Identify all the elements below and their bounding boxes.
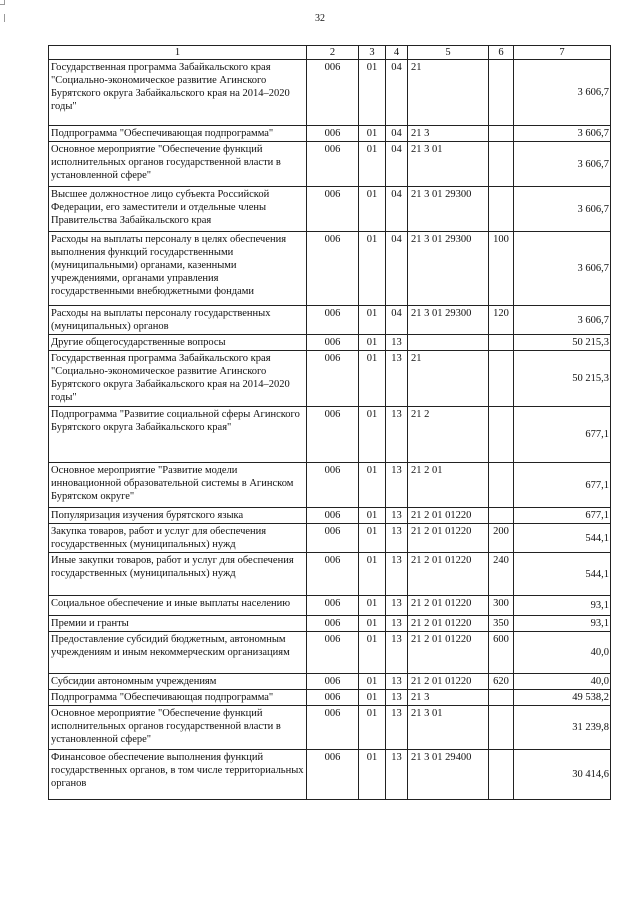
row-admin-code: 006: [307, 596, 359, 616]
row-expense-type-code: 620: [489, 674, 514, 690]
row-subsection-code: 13: [386, 674, 408, 690]
row-expense-type-code: [489, 60, 514, 126]
row-name: Расходы на выплаты персоналу государственных (муниципальных) органов: [49, 306, 307, 335]
table-row: [49, 126, 611, 142]
row-admin-code: 006: [307, 463, 359, 508]
row-subsection-code: 04: [386, 126, 408, 142]
row-section-code: 01: [359, 463, 386, 508]
row-section-code: 01: [359, 407, 386, 463]
row-subsection-code: 13: [386, 632, 408, 674]
row-name: Основное мероприятие "Обеспечение функций исполнительных органов государственной власти в установленной сфере": [49, 706, 307, 750]
row-subsection-code: 04: [386, 142, 408, 187]
table-row: [49, 596, 611, 616]
row-section-code: 01: [359, 524, 386, 553]
page-number: 32: [315, 13, 325, 24]
row-section-code: 01: [359, 674, 386, 690]
row-amount: 30 414,6: [514, 750, 611, 800]
row-subsection-code: 13: [386, 616, 408, 632]
header-cell: 6: [489, 46, 514, 60]
row-target-code: 21 2 01 01220: [408, 524, 489, 553]
row-expense-type-code: [489, 463, 514, 508]
header-cell: 2: [307, 46, 359, 60]
row-amount: 93,1: [514, 596, 611, 616]
row-target-code: 21 2 01 01220: [408, 553, 489, 596]
row-section-code: 01: [359, 616, 386, 632]
row-section-code: 01: [359, 351, 386, 407]
table-row: [49, 351, 611, 407]
row-admin-code: 006: [307, 674, 359, 690]
row-target-code: 21 2: [408, 407, 489, 463]
row-amount: 544,1: [514, 553, 611, 596]
row-amount: 3 606,7: [514, 306, 611, 335]
row-target-code: 21 3 01 29300: [408, 232, 489, 306]
table-row: [49, 463, 611, 508]
row-amount: 544,1: [514, 524, 611, 553]
row-name: Государственная программа Забайкальского края "Социально-экономическое развитие Агинского Бурятского округа Забайкальского края на 2014–2020 годы": [49, 351, 307, 407]
table-row: [49, 232, 611, 306]
row-expense-type-code: [489, 690, 514, 706]
table-row: [49, 60, 611, 126]
table-row: [49, 524, 611, 553]
row-name: Другие общегосударственные вопросы: [49, 335, 307, 351]
row-admin-code: 006: [307, 616, 359, 632]
row-target-code: 21 3 01: [408, 706, 489, 750]
row-admin-code: 006: [307, 632, 359, 674]
row-admin-code: 006: [307, 508, 359, 524]
row-expense-type-code: [489, 706, 514, 750]
crop-mark: [0, 0, 5, 5]
row-admin-code: 006: [307, 335, 359, 351]
table-row: [49, 142, 611, 187]
row-expense-type-code: 300: [489, 596, 514, 616]
row-section-code: 01: [359, 142, 386, 187]
row-expense-type-code: [489, 142, 514, 187]
row-admin-code: 006: [307, 187, 359, 232]
row-name: Основное мероприятие "Обеспечение функций исполнительных органов государственной власти в установленной сфере": [49, 142, 307, 187]
row-subsection-code: 13: [386, 508, 408, 524]
row-name: Социальное обеспечение и иные выплаты населению: [49, 596, 307, 616]
row-target-code: 21: [408, 351, 489, 407]
row-section-code: 01: [359, 306, 386, 335]
header-cell: 5: [408, 46, 489, 60]
row-expense-type-code: [489, 508, 514, 524]
row-subsection-code: 13: [386, 553, 408, 596]
row-admin-code: 006: [307, 126, 359, 142]
row-admin-code: 006: [307, 306, 359, 335]
row-section-code: 01: [359, 596, 386, 616]
row-name: Подпрограмма "Развитие социальной сферы Агинского Бурятского округа Забайкальского края": [49, 407, 307, 463]
table-row: [49, 407, 611, 463]
row-section-code: 01: [359, 690, 386, 706]
row-section-code: 01: [359, 232, 386, 306]
row-expense-type-code: 100: [489, 232, 514, 306]
row-target-code: 21: [408, 60, 489, 126]
row-section-code: 01: [359, 632, 386, 674]
header-cell: 1: [49, 46, 307, 60]
row-name: Основное мероприятие "Развитие модели инновационной образовательной системы в Агинском Бурятском округе": [49, 463, 307, 508]
row-name: Субсидии автономным учреждениям: [49, 674, 307, 690]
row-amount: 3 606,7: [514, 232, 611, 306]
row-expense-type-code: [489, 126, 514, 142]
row-target-code: 21 3 01 29300: [408, 306, 489, 335]
budget-table: [48, 45, 611, 800]
row-name: Государственная программа Забайкальского края "Социально-экономическое развитие Агинского Бурятского округа Забайкальского края на 2014–2020 годы": [49, 60, 307, 126]
row-name: Высшее должностное лицо субъекта Российской Федерации, его заместители и отдельные члены Правительства Забайкальского края: [49, 187, 307, 232]
row-name: Предоставление субсидий бюджетным, автономным учреждениям и иным некоммерческим организациям: [49, 632, 307, 674]
header-row: [49, 46, 611, 60]
row-amount: 31 239,8: [514, 706, 611, 750]
row-target-code: 21 2 01 01220: [408, 674, 489, 690]
row-name: Подпрограмма "Обеспечивающая подпрограмма": [49, 126, 307, 142]
row-amount: 40,0: [514, 674, 611, 690]
row-expense-type-code: [489, 335, 514, 351]
row-admin-code: 006: [307, 407, 359, 463]
row-section-code: 01: [359, 553, 386, 596]
row-amount: 3 606,7: [514, 126, 611, 142]
row-target-code: [408, 335, 489, 351]
row-section-code: 01: [359, 126, 386, 142]
row-admin-code: 006: [307, 351, 359, 407]
row-section-code: 01: [359, 187, 386, 232]
row-subsection-code: 13: [386, 463, 408, 508]
row-admin-code: 006: [307, 232, 359, 306]
row-admin-code: 006: [307, 60, 359, 126]
row-subsection-code: 04: [386, 60, 408, 126]
row-subsection-code: 13: [386, 351, 408, 407]
row-subsection-code: 13: [386, 596, 408, 616]
row-target-code: 21 3: [408, 126, 489, 142]
row-name: Подпрограмма "Обеспечивающая подпрограмма": [49, 690, 307, 706]
row-admin-code: 006: [307, 142, 359, 187]
table-row: [49, 616, 611, 632]
row-amount: 93,1: [514, 616, 611, 632]
row-target-code: 21 3 01 29300: [408, 187, 489, 232]
row-target-code: 21 2 01 01220: [408, 616, 489, 632]
table-row: [49, 306, 611, 335]
row-admin-code: 006: [307, 706, 359, 750]
row-section-code: 01: [359, 335, 386, 351]
row-subsection-code: 13: [386, 407, 408, 463]
table-row: [49, 632, 611, 674]
row-name: Финансовое обеспечение выполнения функций государственных органов, в том числе территориальных органов: [49, 750, 307, 800]
row-expense-type-code: 240: [489, 553, 514, 596]
row-expense-type-code: 200: [489, 524, 514, 553]
row-expense-type-code: [489, 407, 514, 463]
header-cell: 3: [359, 46, 386, 60]
row-amount: 3 606,7: [514, 142, 611, 187]
table-row: [49, 690, 611, 706]
row-amount: 3 606,7: [514, 187, 611, 232]
table-row: [49, 750, 611, 800]
row-expense-type-code: [489, 351, 514, 407]
table-row: [49, 706, 611, 750]
row-amount: 50 215,3: [514, 335, 611, 351]
row-expense-type-code: 350: [489, 616, 514, 632]
row-admin-code: 006: [307, 750, 359, 800]
row-target-code: 21 2 01 01220: [408, 632, 489, 674]
table-row: [49, 335, 611, 351]
row-admin-code: 006: [307, 553, 359, 596]
row-subsection-code: 13: [386, 706, 408, 750]
row-name: Расходы на выплаты персоналу в целях обеспечения выполнения функций государственными (муниципальными) органами, казенными учреждениями, органами управления государственными внебюджетными фондами: [49, 232, 307, 306]
row-name: Популяризация изучения бурятского языка: [49, 508, 307, 524]
header-cell: 7: [514, 46, 611, 60]
row-amount: 50 215,3: [514, 351, 611, 407]
row-subsection-code: 13: [386, 750, 408, 800]
row-expense-type-code: [489, 750, 514, 800]
row-amount: 49 538,2: [514, 690, 611, 706]
row-admin-code: 006: [307, 690, 359, 706]
row-amount: 677,1: [514, 463, 611, 508]
row-target-code: 21 2 01 01220: [408, 508, 489, 524]
row-expense-type-code: [489, 187, 514, 232]
row-expense-type-code: 120: [489, 306, 514, 335]
row-expense-type-code: 600: [489, 632, 514, 674]
row-target-code: 21 3 01 29400: [408, 750, 489, 800]
row-name: Иные закупки товаров, работ и услуг для обеспечения государственных (муниципальных) нужд: [49, 553, 307, 596]
row-amount: 677,1: [514, 407, 611, 463]
row-amount: 3 606,7: [514, 60, 611, 126]
row-subsection-code: 13: [386, 524, 408, 553]
row-target-code: 21 3: [408, 690, 489, 706]
row-target-code: 21 2 01: [408, 463, 489, 508]
row-target-code: 21 2 01 01220: [408, 596, 489, 616]
row-amount: 40,0: [514, 632, 611, 674]
row-section-code: 01: [359, 508, 386, 524]
table-row: [49, 187, 611, 232]
row-subsection-code: 13: [386, 690, 408, 706]
row-subsection-code: 04: [386, 187, 408, 232]
row-subsection-code: 04: [386, 232, 408, 306]
row-target-code: 21 3 01: [408, 142, 489, 187]
row-subsection-code: 04: [386, 306, 408, 335]
row-section-code: 01: [359, 706, 386, 750]
table-row: [49, 508, 611, 524]
table-row: [49, 553, 611, 596]
table-row: [49, 674, 611, 690]
header-cell: 4: [386, 46, 408, 60]
row-name: Премии и гранты: [49, 616, 307, 632]
row-section-code: 01: [359, 60, 386, 126]
row-subsection-code: 13: [386, 335, 408, 351]
row-name: Закупка товаров, работ и услуг для обеспечения государственных (муниципальных) нужд: [49, 524, 307, 553]
row-amount: 677,1: [514, 508, 611, 524]
row-section-code: 01: [359, 750, 386, 800]
row-admin-code: 006: [307, 524, 359, 553]
